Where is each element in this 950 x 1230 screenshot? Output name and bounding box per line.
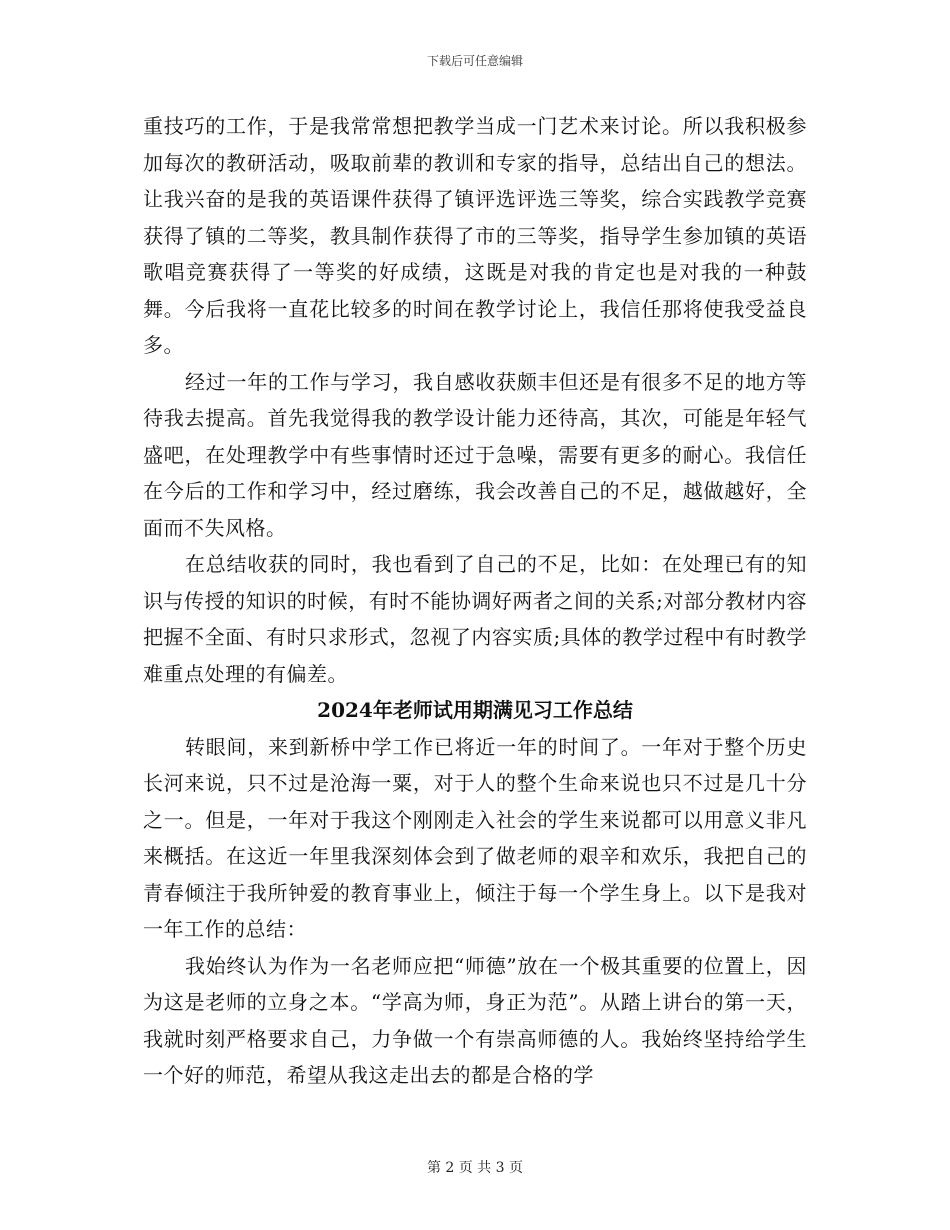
- paragraph: 重技巧的工作，于是我常常想把教学当成一门艺术来讨论。所以我积极参加每次的教研活动，吸取前辈的教训和专家的指导，总结出自己的想法。让我兴奋的是我的英语课件获得了镇评选评选三等奖，综合实践教学竞赛获得了镇的二等奖，教具制作获得了市的三等奖，指导学生参加镇的英语歌唱竞赛获得了一等奖的好成绩，这既是对我的肯定也是对我的一种鼓舞。今后我将一直花比较多的时间在教学讨论上，我信任那将使我受益良多。: [143, 114, 807, 357]
- paragraph: 转眼间，来到新桥中学工作已将近一年的时间了。一年对于整个历史长河来说，只不过是沧海一粟，对于人的整个生命来说也只不过是几十分之一。但是，一年对于我这个刚刚走入社会的学生来说都可以用意义非凡来概括。在这近一年里我深刻体会到了做老师的艰辛和欢乐，我把自己的青春倾注于我所钟爱的教育事业上，倾注于每一个学生身上。以下是我对一年工作的总结：: [143, 734, 807, 941]
- page-header: 下载后可任意编辑: [426, 54, 523, 68]
- paragraph: 经过一年的工作与学习，我自感收获颇丰但还是有很多不足的地方等待我去提高。首先我觉得我的教学设计能力还待高，其次，可能是年轻气盛吧，在处理教学中有些事情时还过于急噪，需要有更多的耐心。我信任在今后的工作和学习中，经过磨练，我会改善自己的不足，越做越好，全面而不失风格。: [143, 369, 807, 540]
- page-footer: 第 2 页 共 3 页: [426, 1160, 524, 1176]
- page-content: [143, 108, 807, 1094]
- paragraph: 我始终认为作为一名老师应把“师德”放在一个极其重要的位置上，因为这是老师的立身之本。“学高为师，身正为范”。从踏上讲台的第一天，我就时刻严格要求自己，力争做一个有崇高师德的人。我始终坚持给学生一个好的师范，希望从我这走出去的都是合格的学: [143, 953, 807, 1087]
- paragraph: 在总结收获的同时，我也看到了自己的不足，比如：在处理已有的知识与传授的知识的时候，有时不能协调好两者之间的关系;对部分教材内容把握不全面、有时只求形式，忽视了内容实质;具体的教学过程中有时教学难重点处理的有偏差。: [143, 552, 807, 686]
- section-title: 2024年老师试用期满见习工作总结: [317, 698, 633, 722]
